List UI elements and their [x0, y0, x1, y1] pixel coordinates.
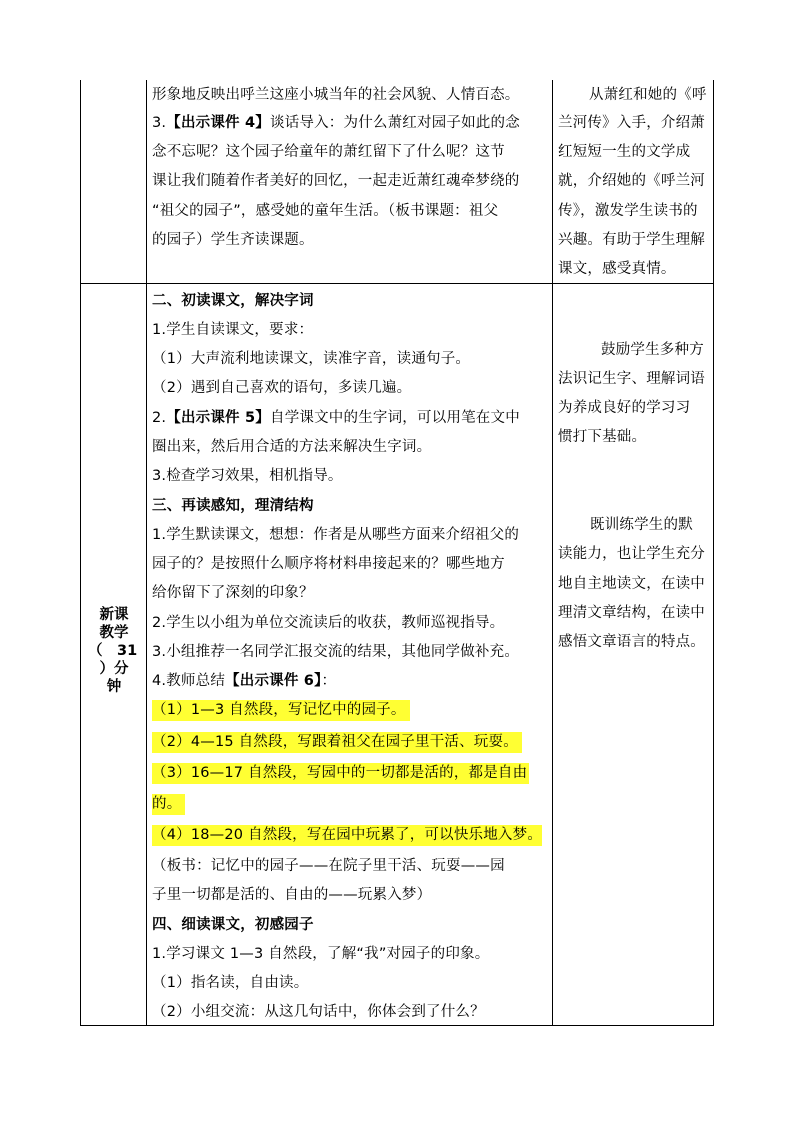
content-line: 3.【出示课件 4】谈话导入：为什么萧红对园子如此的念 — [152, 115, 520, 131]
content-line: “祖父的园子”，感受她的童年生活。（板书课题：祖父 — [152, 203, 499, 219]
content-line: （2）遇到自己喜欢的语句，多读几遍。 — [152, 380, 412, 396]
content-line: 念不忘呢？这个园子给童年的萧红留下了什么呢？这节 — [152, 144, 505, 160]
content-line: 3.小组推荐一名同学汇报交流的结果，其他同学做补充。 — [152, 644, 520, 660]
table-border-left — [80, 80, 81, 1025]
design-note-line: 兴趣。有助于学生理解 — [558, 232, 705, 248]
content-line: 2.【出示课件 5】自学课文中的生字词，可以用笔在文中 — [152, 410, 520, 426]
content-line: 1.学生自读课文，要求： — [152, 322, 314, 338]
design-note-line: 鼓励学生多种方 — [601, 342, 704, 358]
highlighted-line: 的。 — [152, 794, 185, 815]
content-line: 形象地反映出呼兰这座小城当年的社会风貌、人情百态。 — [152, 87, 520, 103]
content-line: （板书：记忆中的园子——在院子里干活、玩耍——园 — [152, 858, 505, 874]
content-line: 圈出来，然后用合适的方法来解决生字词。 — [152, 439, 432, 455]
highlighted-line: （1）1—3 自然段，写记忆中的园子。 — [152, 700, 410, 721]
design-note-line: 红短短一生的文学成 — [558, 144, 691, 160]
content-line: 园子的？是按照什么顺序将材料串接起来的？哪些地方 — [152, 556, 505, 572]
content-line: 2.学生以小组为单位交流读后的收获，教师巡视指导。 — [152, 615, 505, 631]
content-line: 给你留下了深刻的印象？ — [152, 585, 314, 601]
content-line: 1.学习课文 1—3 自然段，了解“我”对园子的印象。 — [152, 946, 490, 962]
section-heading: 二、初读课文，解决字词 — [152, 293, 314, 309]
design-note-line: 从萧红和她的《呼 — [589, 87, 707, 103]
design-note-line: 就，介绍她的《呼兰河 — [558, 173, 705, 189]
content-line: 课让我们随着作者美好的回忆，一起走近萧红魂牵梦绕的 — [152, 173, 520, 189]
content-line: 4.教师总结【出示课件 6】： — [152, 673, 337, 689]
design-note-line: 课文，感受真情。 — [558, 261, 676, 277]
content-line: 1.学生默读课文，想想：作者是从哪些方面来介绍祖父的 — [152, 527, 520, 543]
courseware-marker: 【出示课件 5】 — [166, 410, 270, 426]
courseware-marker: 【出示课件 4】 — [166, 115, 270, 131]
content-line: （1）指名读，自由读。 — [152, 975, 309, 991]
content-line: （2）小组交流：从这几句话中，你体会到了什么？ — [152, 1004, 485, 1020]
design-note-line: 为养成良好的学习习 — [558, 400, 691, 416]
highlighted-line: （3）16—17 自然段，写园中的一切都是活的，都是自由 — [152, 763, 529, 784]
table-divider-2 — [552, 80, 553, 1025]
row-divider — [80, 283, 714, 284]
design-note-line: 感悟文章语言的特点。 — [558, 634, 705, 650]
content-line: 的园子）学生齐读课题。 — [152, 232, 314, 248]
content-line: 3.检查学习效果，相机指导。 — [152, 468, 343, 484]
table-border-bottom — [80, 1025, 714, 1026]
table-border-right — [713, 80, 714, 1025]
design-note-line: 既训练学生的默 — [590, 517, 693, 533]
design-note-line: 读能力，也让学生充分 — [558, 546, 705, 562]
design-note-line: 地自主地读文，在读中 — [558, 576, 705, 592]
section-heading: 三、再读感知，理清结构 — [152, 498, 314, 514]
table-divider-1 — [146, 80, 147, 1025]
design-note-line: 兰河传》入手，介绍萧 — [558, 115, 705, 131]
content-line: 子里一切都是活的、自由的——玩累入梦） — [152, 887, 432, 903]
design-note-line: 法识记生字、理解词语 — [558, 371, 705, 387]
section-heading: 四、细读课文，初感园子 — [152, 917, 314, 933]
design-note-line: 理清文章结构，在读中 — [558, 605, 705, 621]
design-note-line: 惯打下基础。 — [558, 429, 647, 445]
stage-label: 新课 教学 （ 31 ）分 钟 — [88, 607, 138, 695]
highlighted-line: （2）4—15 自然段，写跟着祖父在园子里干活、玩耍。 — [152, 732, 522, 753]
highlighted-line: （4）18—20 自然段，写在园中玩累了，可以快乐地入梦。 — [152, 825, 542, 846]
design-note-line: 传》，激发学生读书的 — [558, 203, 698, 219]
content-line: （1）大声流利地读课文，读准字音，读通句子。 — [152, 351, 471, 367]
courseware-marker: 【出示课件 6】 — [225, 673, 322, 689]
